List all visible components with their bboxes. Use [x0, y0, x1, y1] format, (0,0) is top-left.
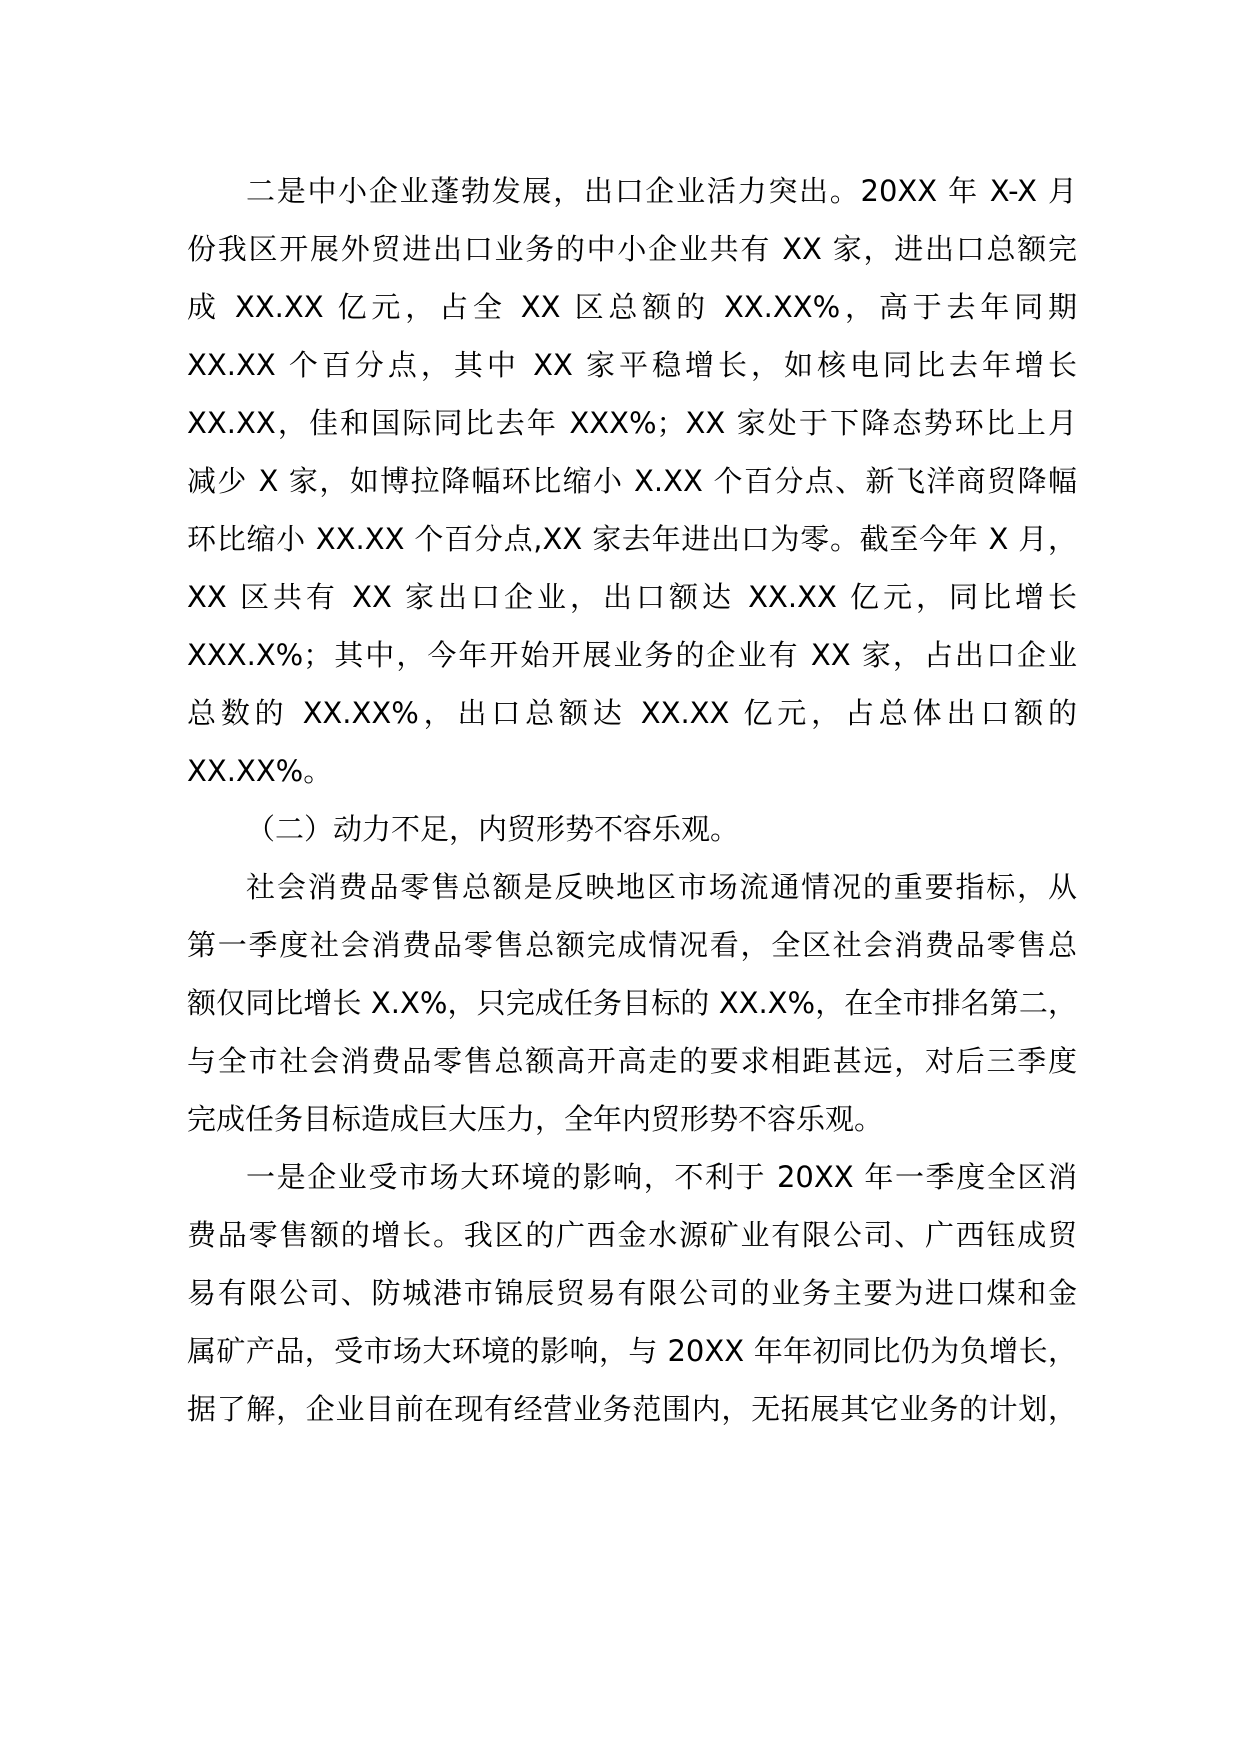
section-heading: （二）动力不足，内贸形势不容乐观。: [246, 812, 740, 846]
text-line: XX.XX 个百分点，其中 XX 家平稳增长，如核电同比去年增长: [187, 348, 1077, 382]
text-line: XXX.X%；其中，今年开始开展业务的企业有 XX 家，占出口企业: [187, 638, 1077, 672]
text-line: 属矿产品，受市场大环境的影响，与 20XX 年年初同比仍为负增长，: [187, 1334, 1077, 1368]
text-line: 完成任务目标造成巨大压力，全年内贸形势不容乐观。: [187, 1102, 884, 1136]
text-line: 额仅同比增长 X.X%，只完成任务目标的 XX.X%，在全市排名第二，: [187, 986, 1077, 1020]
text-line: 易有限公司、防城港市锦辰贸易有限公司的业务主要为进口煤和金: [187, 1276, 1077, 1310]
text-line: XX 区共有 XX 家出口企业，出口额达 XX.XX 亿元，同比增长: [187, 580, 1077, 614]
text-line: XX.XX，佳和国际同比去年 XXX%；XX 家处于下降态势环比上月: [187, 406, 1077, 440]
text-line: 费品零售额的增长。我区的广西金水源矿业有限公司、广西钰成贸: [187, 1218, 1077, 1252]
text-line: 成 XX.XX 亿元，占全 XX 区总额的 XX.XX%，高于去年同期: [187, 290, 1077, 324]
text-line: 份我区开展外贸进出口业务的中小企业共有 XX 家，进出口总额完: [187, 232, 1077, 266]
text-line: 与全市社会消费品零售总额高开高走的要求相距甚远，对后三季度: [187, 1044, 1077, 1078]
text-line: 一是企业受市场大环境的影响，不利于 20XX 年一季度全区消: [246, 1160, 1077, 1194]
text-line: XX.XX%。: [187, 754, 333, 788]
text-line: 第一季度社会消费品零售总额完成情况看，全区社会消费品零售总: [187, 928, 1077, 962]
text-line: 减少 X 家，如博拉降幅环比缩小 X.XX 个百分点、新飞洋商贸降幅: [187, 464, 1077, 498]
text-line: 总数的 XX.XX%，出口总额达 XX.XX 亿元，占总体出口额的: [187, 696, 1077, 730]
text-line: 社会消费品零售总额是反映地区市场流通情况的重要指标，从: [246, 870, 1077, 904]
text-line: 二是中小企业蓬勃发展，出口企业活力突出。20XX 年 X-X 月: [246, 174, 1077, 208]
text-line: 环比缩小 XX.XX 个百分点,XX 家去年进出口为零。截至今年 X 月，: [187, 522, 1077, 556]
text-line: 据了解，企业目前在现有经营业务范围内，无拓展其它业务的计划，: [187, 1392, 1077, 1426]
